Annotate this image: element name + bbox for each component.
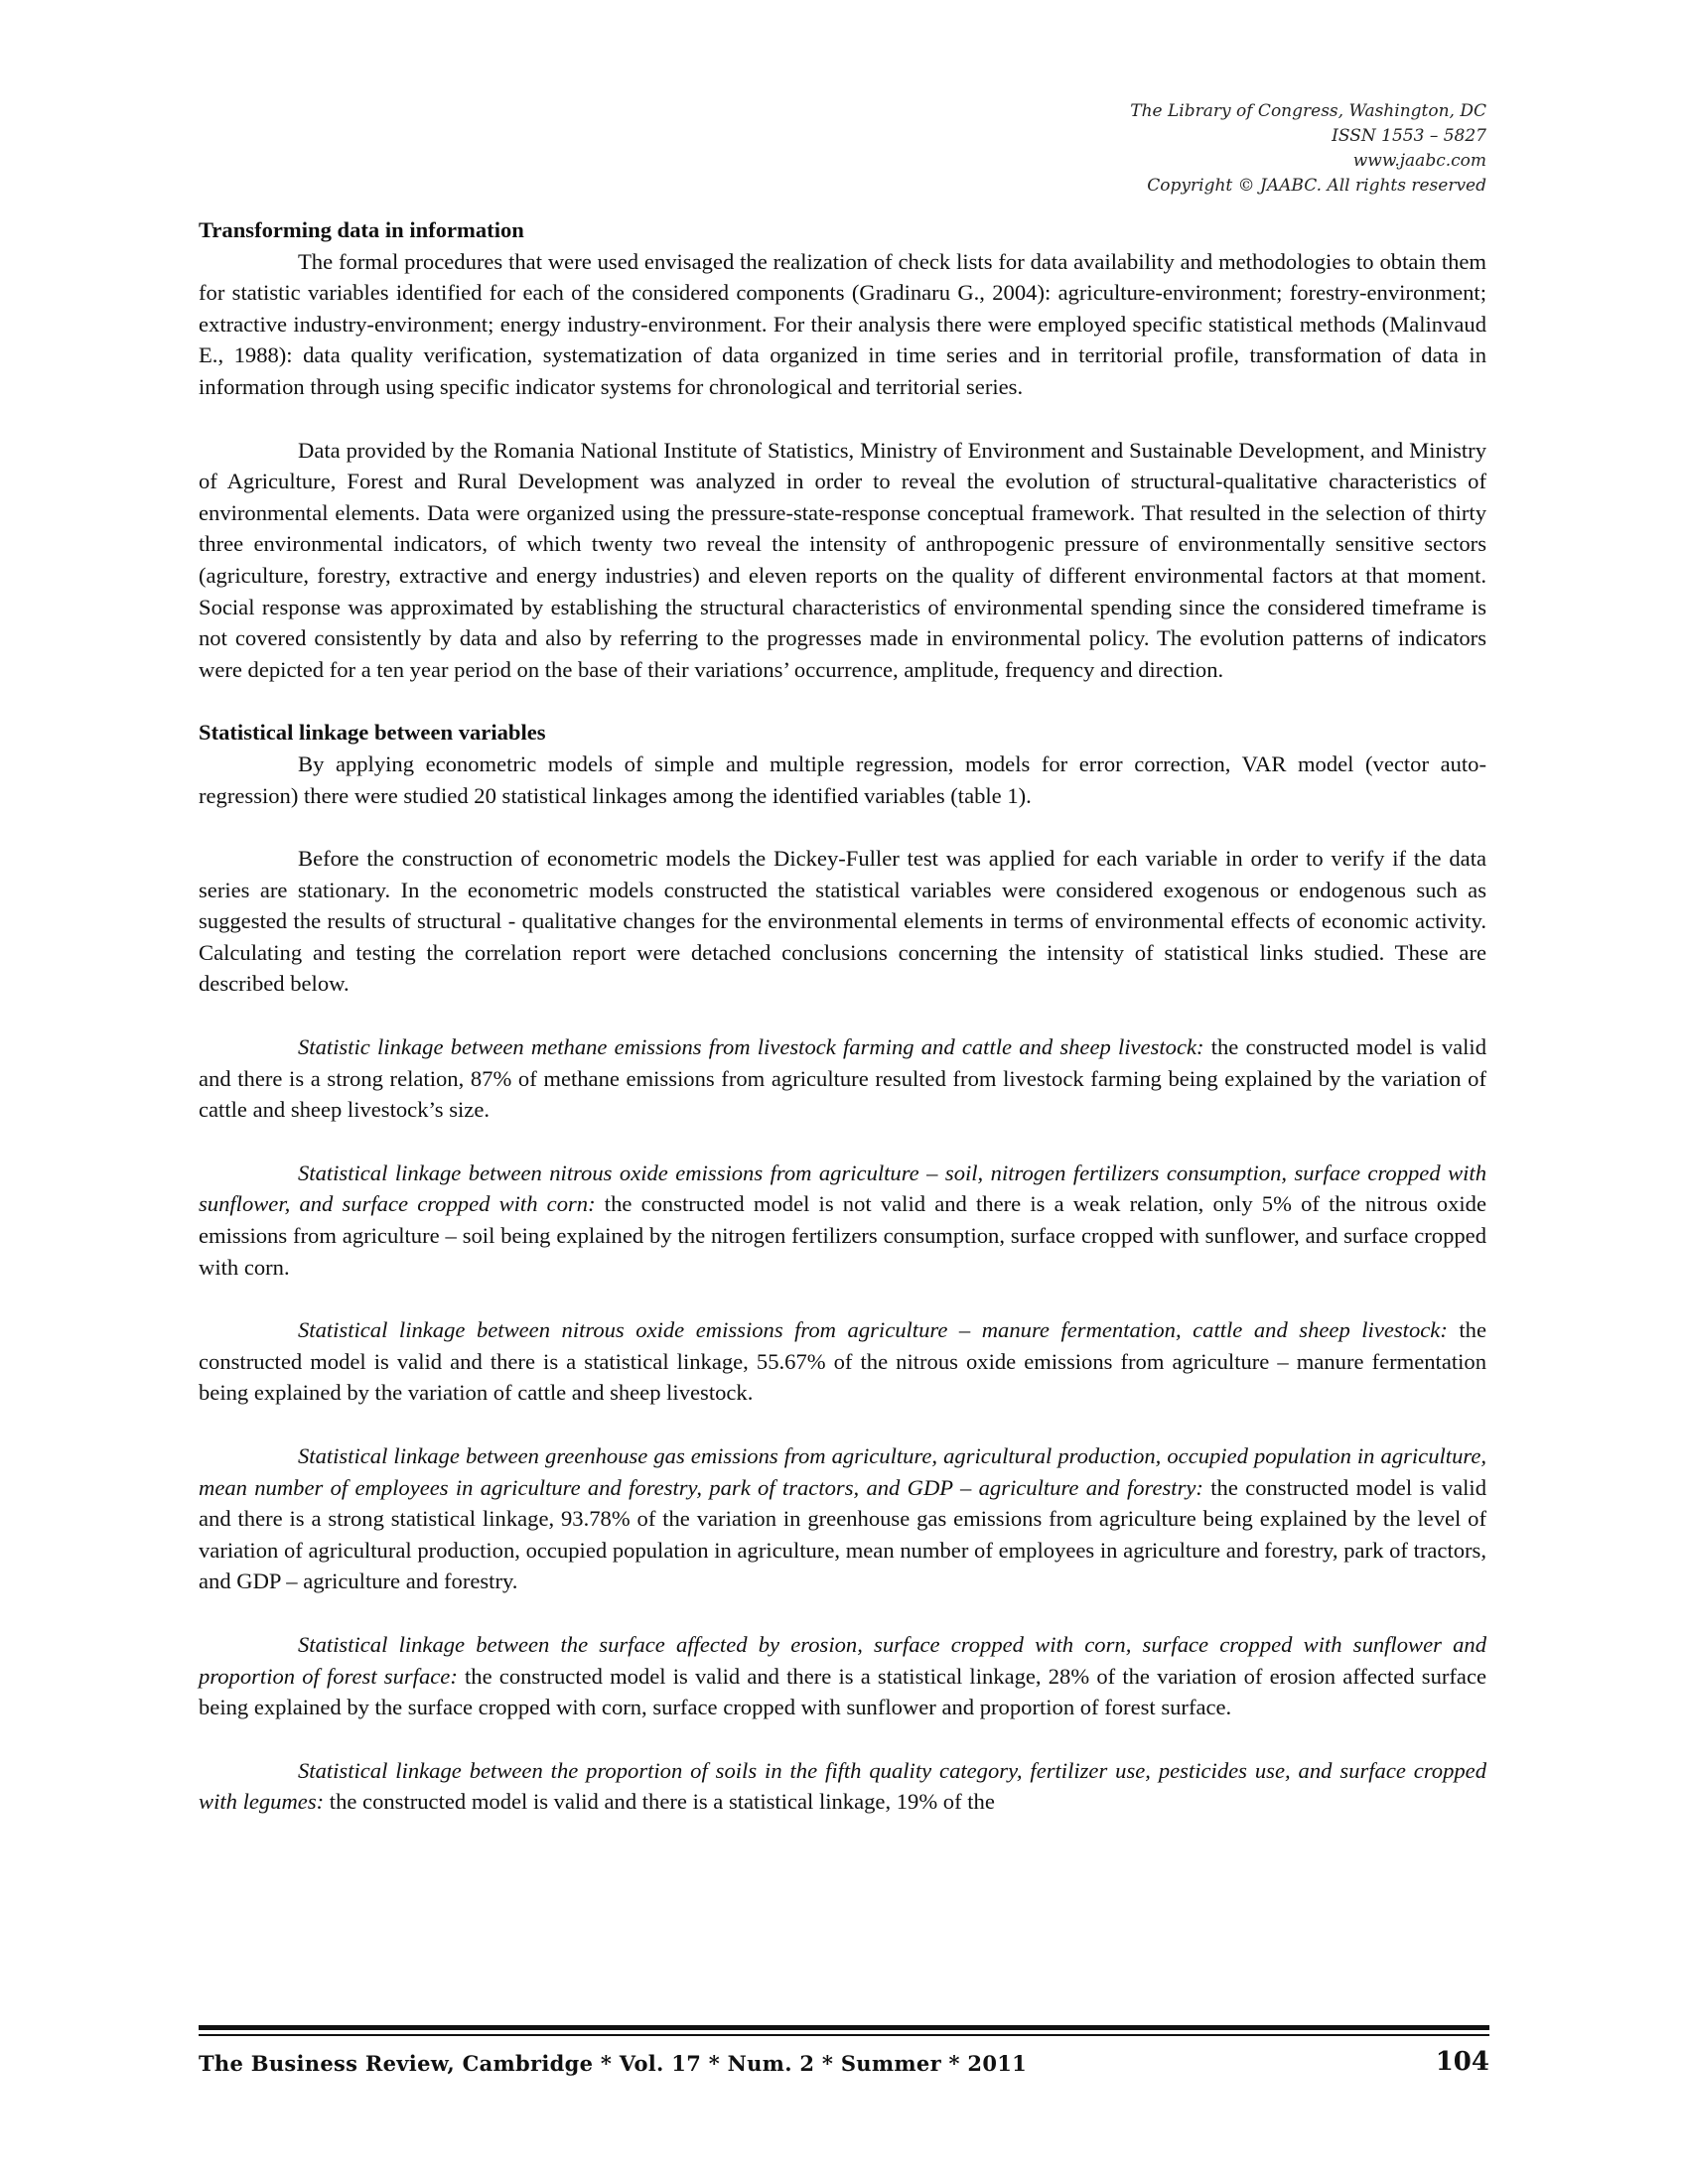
paragraph: Data provided by the Romania National Institute of Statistics, Ministry of Environment and Sustainable Development, and Ministry of Agriculture, Forest and Rural Development was analyzed in order to reveal the evolution of structural-qualitative characteristics of environmental elements. Data were organized using the pressure-state-response conceptual framework. That resulted in the selection of thirty three environmental indicators, of which twenty two reveal the intensity of anthropogenic pressure of environmentally sensitive sectors (agriculture, forestry, extractive and energy industries) and eleven reports on the quality of different environmental factors at that moment. Social response was approximated by establishing the structural characteristics of environmental spending since the considered timeframe is not covered consistently by data and also by referring to the progresses made in environmental policy. The evolution patterns of indicators were depicted for a ten year period on the base of their variations’ occurrence, amplitude, frequency and direction. bbox=[199, 437, 1486, 682]
linkage-text: the constructed model is valid and there is a strong statistical linkage, 93.78% of the variation in greenhouse gas emissions from agriculture being explained by the level of variation of agricultural production, occupied population in agriculture, mean number of employees in agriculture and forestry, park of tractors, and GDP – agriculture and forestry. bbox=[199, 1474, 1486, 1594]
linkage-title: Statistical linkage between greenhouse gas emissions from agriculture, agricultural production, occupied population in agriculture, mean number of employees in agriculture and forestry, park of tractors, and GDP – agriculture and forestry: bbox=[199, 1443, 1486, 1500]
section-heading-transforming-data: Transforming data in information bbox=[199, 217, 524, 242]
linkage-title: Statistical linkage between the proportion of soils in the fifth quality category, fertilizer use, pesticides use, and surface cropped with legumes: bbox=[199, 1757, 1486, 1815]
header-line-website: www.jaabc.com bbox=[1352, 151, 1486, 171]
header-line-library: The Library of Congress, Washington, DC bbox=[1130, 101, 1486, 121]
header-line-copyright: Copyright © JAABC. All rights reserved bbox=[1147, 176, 1486, 196]
paragraph: By applying econometric models of simple and multiple regression, models for error correction, VAR model (vector auto-regression) there were studied 20 statistical linkages among the identified variables (table 1). bbox=[199, 751, 1486, 808]
running-header bbox=[891, 99, 1486, 199]
article-body bbox=[199, 214, 1486, 1818]
linkage-title: Statistic linkage between methane emissions from livestock farming and cattle and sheep livestock: bbox=[298, 1034, 1204, 1060]
linkage-text: the constructed model is valid and there is a statistical linkage, 55.67% of the nitrous oxide emissions from agriculture – manure fermentation being explained by the variation of cattle and sheep livestock. bbox=[199, 1317, 1486, 1406]
linkage-paragraph bbox=[199, 1629, 1486, 1723]
linkage-title: Statistical linkage between nitrous oxide emissions from agriculture – soil, nitrogen fertilizers consumption, surface cropped with sunflower, and surface cropped with corn: bbox=[199, 1160, 1486, 1217]
footer-page-number: 104 bbox=[1435, 2047, 1489, 2077]
footer-divider-thick bbox=[199, 2025, 1489, 2030]
linkage-paragraph bbox=[199, 1755, 1486, 1818]
section-heading-statistical-linkage: Statistical linkage between variables bbox=[199, 720, 546, 746]
paragraph: The formal procedures that were used envisaged the realization of check lists for data availability and methodologies to obtain them for statistic variables identified for each of the considered components (Gradinaru G., 2004): agriculture-environment; forestry-environment; extractive industry-environment; energy industry-environment. For their analysis there were employed specific statistical methods (Malinvaud E., 1988): data quality verification, systematization of data organized in time series and in territorial profile, transformation of data in information through using specific indicator systems for chronological and territorial series. bbox=[199, 248, 1486, 399]
paragraph: Before the construction of econometric models the Dickey-Fuller test was applied for each variable in order to verify if the data series are stationary. In the econometric models constructed the statistical variables were considered exogenous or endogenous such as suggested the results of structural - qualitative changes for the environmental elements in terms of environmental effects of economic activity. Calculating and testing the correlation report were detached conclusions concerning the intensity of statistical links studied. These are described below. bbox=[199, 846, 1486, 997]
linkage-text: the constructed model is valid and there is a statistical linkage, 28% of the variation of erosion affected surface being explained by the surface cropped with corn, surface cropped with sunflower and proportion of forest surface. bbox=[199, 1663, 1486, 1720]
linkage-paragraph bbox=[199, 1031, 1486, 1126]
linkage-text: the constructed model is not valid and there is a weak relation, only 5% of the nitrous oxide emissions from agriculture – soil being explained by the nitrogen fertilizers consumption, surface cropped with sunflower, and surface cropped with corn. bbox=[199, 1191, 1486, 1280]
linkage-paragraph bbox=[199, 1158, 1486, 1283]
linkage-text: the constructed model is valid and there is a strong relation, 87% of methane emissions from agriculture resulted from livestock farming being explained by the variation of cattle and sheep livestock’s size. bbox=[199, 1034, 1486, 1123]
linkage-paragraph bbox=[199, 1314, 1486, 1409]
footer-journal-info: The Business Review, Cambridge * Vol. 17 * Num. 2 * Summer * 2011 bbox=[199, 2051, 1028, 2076]
linkage-title: Statistical linkage between nitrous oxide emissions from agriculture – manure fermentation, cattle and sheep livestock: bbox=[298, 1317, 1448, 1343]
footer-divider-thin bbox=[199, 2034, 1489, 2036]
linkage-paragraph bbox=[199, 1440, 1486, 1597]
header-line-issn: ISSN 1553 – 5827 bbox=[1332, 126, 1486, 146]
linkage-title: Statistical linkage between the surface affected by erosion, surface cropped with corn, surface cropped with sunflower and proportion of forest surface: bbox=[199, 1631, 1486, 1689]
linkage-text: the constructed model is valid and there is a statistical linkage, 19% of the bbox=[324, 1789, 995, 1815]
